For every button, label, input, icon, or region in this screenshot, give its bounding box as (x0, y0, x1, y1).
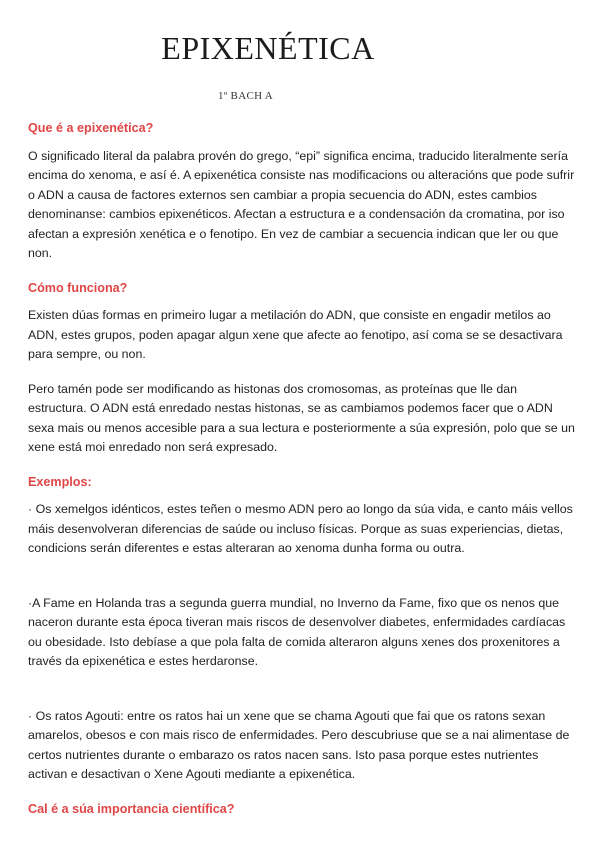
document-title: EPIXENÉTICA (161, 30, 375, 66)
paragraph-histones: Pero tamén pode ser modificando as histonas dos cromosomas, as proteínas que lle dan estructura. O ADN está enredado nestas histonas, se as cambiamos podemos facer que o ADN sexa mais ou menos accesible para a sua lectura e posteriormente a súa expresión, polo que se un xene está moi enredado non será expresado. (28, 381, 575, 454)
document-subtitle: 1º BACH A (218, 90, 274, 102)
section-heading-what-is: Que é a epixenética? (28, 121, 154, 135)
section-heading-how-it-works: Cómo funciona? (28, 280, 128, 295)
section-heading-examples: Exemplos: (28, 474, 92, 489)
paragraph-dutch-famine-example: ·A Fame en Holanda tras a segunda guerra mundial, no Inverno da Fame, fixo que os nenos que naceron durante esta época tiveran mais riscos de desenvolver diabetes, enfermidades cardíacas ou obesidade. Isto debíase a que pola falta de comida alteraron alguns xenes dos proxenitores a través da epixenética e estes herdaronse. (28, 595, 566, 668)
section-heading-scientific-importance: Cal é a súa importancia científica? (28, 801, 235, 816)
paragraph-twins-example: · Os xemelgos idénticos, estes teñen o mesmo ADN pero ao longo da súa vida, e canto máis vellos máis desenvolveran diferencias de saúde ou incluso físicas. Porque as suas experiencias, dietas, condicions serán diferentes e estas alteraran ao xenoma dunha forma ou outra. (28, 502, 573, 555)
paragraph-methylation: Existen dúas formas en primeiro lugar a metilación do ADN, que consiste en engadir metilos ao ADN, estes grupos, poden apagar algun xene que afecte ao fenotipo, así coma se se desactivara para sempre, ou non. (28, 308, 563, 361)
paragraph-definition: O significado literal da palabra provén do grego, “epi” significa encima, traducido literalmente sería encima do xenoma, e así é. A epixenética consiste nas modificacions ou alteracións que pode sufrir o ADN a causa de factores externos sen cambiar a propia secuencia do ADN, estes cambios denominanse: cambios epixenéticos. Afectan a estructura e a condensación da cromatina, por iso afectan a expresión xenética e o fenotipo. En vez de cambiar a secuencia indican que ler ou que non. (28, 148, 575, 260)
document-body (28, 119, 576, 819)
paragraph-agouti-mice-example: · Os ratos Agouti: entre os ratos hai un xene que se chama Agouti que fai que os ratons sexan amarelos, obesos e con mais risco de enfermidades. Pero descubriuse que se a nai alimentase de certos nutrientes durante o embarazo os ratos nacen sans. Isto pasa porque estes nutrientes activan e desactivan o Xene Agouti mediante a epixenética. (28, 708, 570, 781)
